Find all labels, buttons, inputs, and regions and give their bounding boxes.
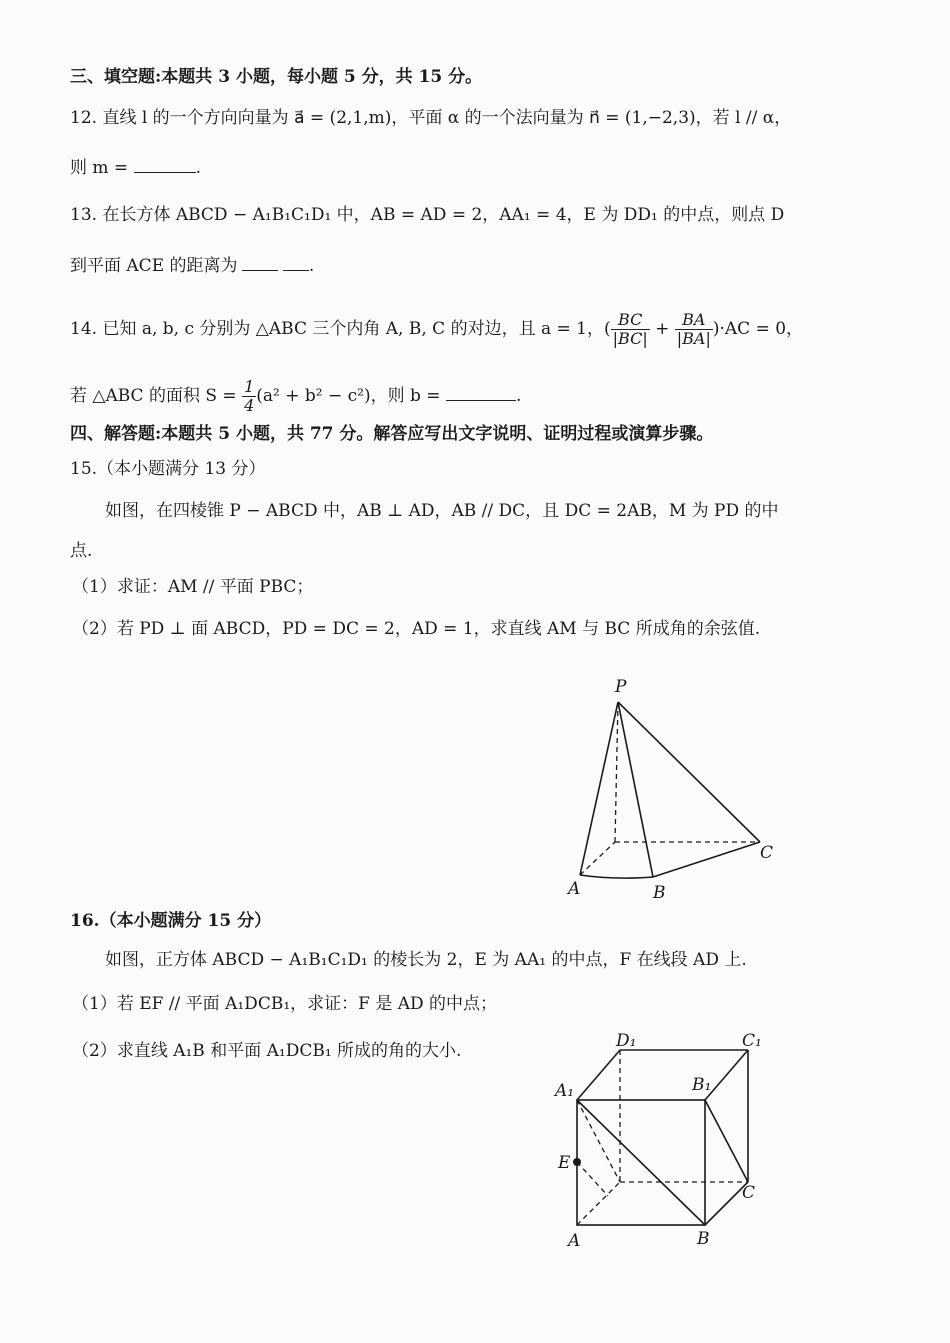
label-A1: A₁ <box>555 1081 575 1101</box>
label-A: A <box>568 1231 581 1251</box>
edge-AD-hidden <box>577 1182 620 1225</box>
edge-AB <box>580 875 653 878</box>
q14-frac2-den: |BA| <box>676 329 711 348</box>
q15-stem1: 如图，在四棱锥 P − ABCD 中，AB ⊥ AD，AB // DC，且 DC = 2AB，M 为 PD 的中 <box>105 501 779 521</box>
label-B1: B₁ <box>692 1075 712 1095</box>
edge-PB <box>618 702 653 877</box>
label-C1: C₁ <box>742 1031 762 1051</box>
q12-answer-suffix: . <box>195 158 201 178</box>
q16-stem: 如图，正方体 ABCD − A₁B₁C₁D₁ 的棱长为 2，E 为 AA₁ 的中点，F 在线段 AD 上. <box>105 950 747 970</box>
diag-B1C <box>705 1100 748 1182</box>
q13-answer-blank-2 <box>283 270 309 271</box>
q15-part1: （1）求证：AM // 平面 PBC； <box>72 577 314 597</box>
q12-answer-prefix: 则 m = <box>70 158 134 178</box>
q14-line2-mid: (a² + b² − c²)，则 b = <box>256 386 446 406</box>
edge-BC <box>653 842 760 877</box>
label-A: A <box>568 879 581 899</box>
q13-answer-suffix: . <box>308 256 315 276</box>
q12-answer-blank <box>134 172 196 173</box>
q14-frac3-num: 1 <box>244 377 255 396</box>
q14-plus: + <box>655 319 670 339</box>
q14-frac1-den: |BC| <box>612 329 648 348</box>
label-P: P <box>615 677 627 697</box>
q14-line1 <box>70 305 803 353</box>
q12-line2 <box>70 157 201 179</box>
solve-heading: 四、解答题:本题共 5 小题，共 77 分。解答应写出文字说明、证明过程或演算步骤。 <box>70 424 714 444</box>
q14-line2-prefix: 若 △ABC 的面积 S = <box>70 386 243 406</box>
q13-line2 <box>70 255 314 277</box>
q16-title: 16.（本小题满分 15 分） <box>70 911 272 931</box>
q13-answer-blank <box>242 270 278 271</box>
q15-part2: （2）若 PD ⊥ 面 ABCD，PD = DC = 2，AD = 1，求直线 AM 与 BC 所成角的余弦值. <box>72 619 761 639</box>
q16-part2: （2）求直线 A₁B 和平面 A₁DCB₁ 所成的角的大小. <box>72 1041 462 1061</box>
q14-frac1 <box>611 311 650 348</box>
point-E <box>573 1158 581 1166</box>
edge-PD-hidden <box>615 702 618 842</box>
q14-frac3 <box>242 378 256 415</box>
q14-suffix: )·AC = 0， <box>712 319 804 339</box>
q15-stem2: 点. <box>70 541 93 561</box>
q15-pyramid-figure <box>560 670 790 905</box>
q14-frac1-num: BC <box>611 311 650 330</box>
q14-frac3-den: 4 <box>244 396 255 415</box>
label-B: B <box>653 883 666 903</box>
label-C: C <box>760 843 774 863</box>
q14-frac2 <box>675 311 713 348</box>
q16-part1: （1）若 EF // 平面 A₁DCB₁，求证：F 是 AD 的中点； <box>72 994 498 1014</box>
seg-EF-hidden <box>577 1162 608 1196</box>
edge-AD-hidden <box>580 842 615 875</box>
fill-blank-heading: 三、填空题:本题共 3 小题，每小题 5 分，共 15 分。 <box>70 67 483 87</box>
q15-title: 15.（本小题满分 13 分） <box>70 459 266 479</box>
q14-line2-suffix: . <box>515 386 522 406</box>
edge-B1C1 <box>705 1050 748 1100</box>
label-B: B <box>697 1229 710 1249</box>
edge-PA <box>580 702 618 875</box>
q13-line1: 13. 在长方体 ABCD − A₁B₁C₁D₁ 中，AB = AD = 2，AA₁ = 4，E 为 DD₁ 的中点，则点 D <box>70 205 785 225</box>
q14-answer-blank <box>446 400 516 401</box>
edge-PC <box>618 702 760 842</box>
label-E: E <box>558 1153 571 1173</box>
edge-A1D1 <box>577 1050 620 1100</box>
q12-line1: 12. 直线 l 的一个方向向量为 a⃗ = (2,1,m)，平面 α 的一个法向量为 n⃗ = (1,−2,3)，若 l // α， <box>70 108 792 128</box>
label-C: C <box>742 1183 756 1203</box>
q14-prefix: 14. 已知 a, b, c 分别为 △ABC 三个内角 A, B, C 的对边，且 a = 1，( <box>70 319 611 339</box>
q14-frac2-num: BA <box>675 311 713 330</box>
q13-answer-prefix: 到平面 ACE 的距离为 <box>70 256 238 276</box>
q14-line2 <box>70 372 521 420</box>
q16-cube-figure <box>550 1030 780 1255</box>
label-D1: D₁ <box>616 1031 637 1051</box>
diag-A1B <box>577 1100 705 1225</box>
